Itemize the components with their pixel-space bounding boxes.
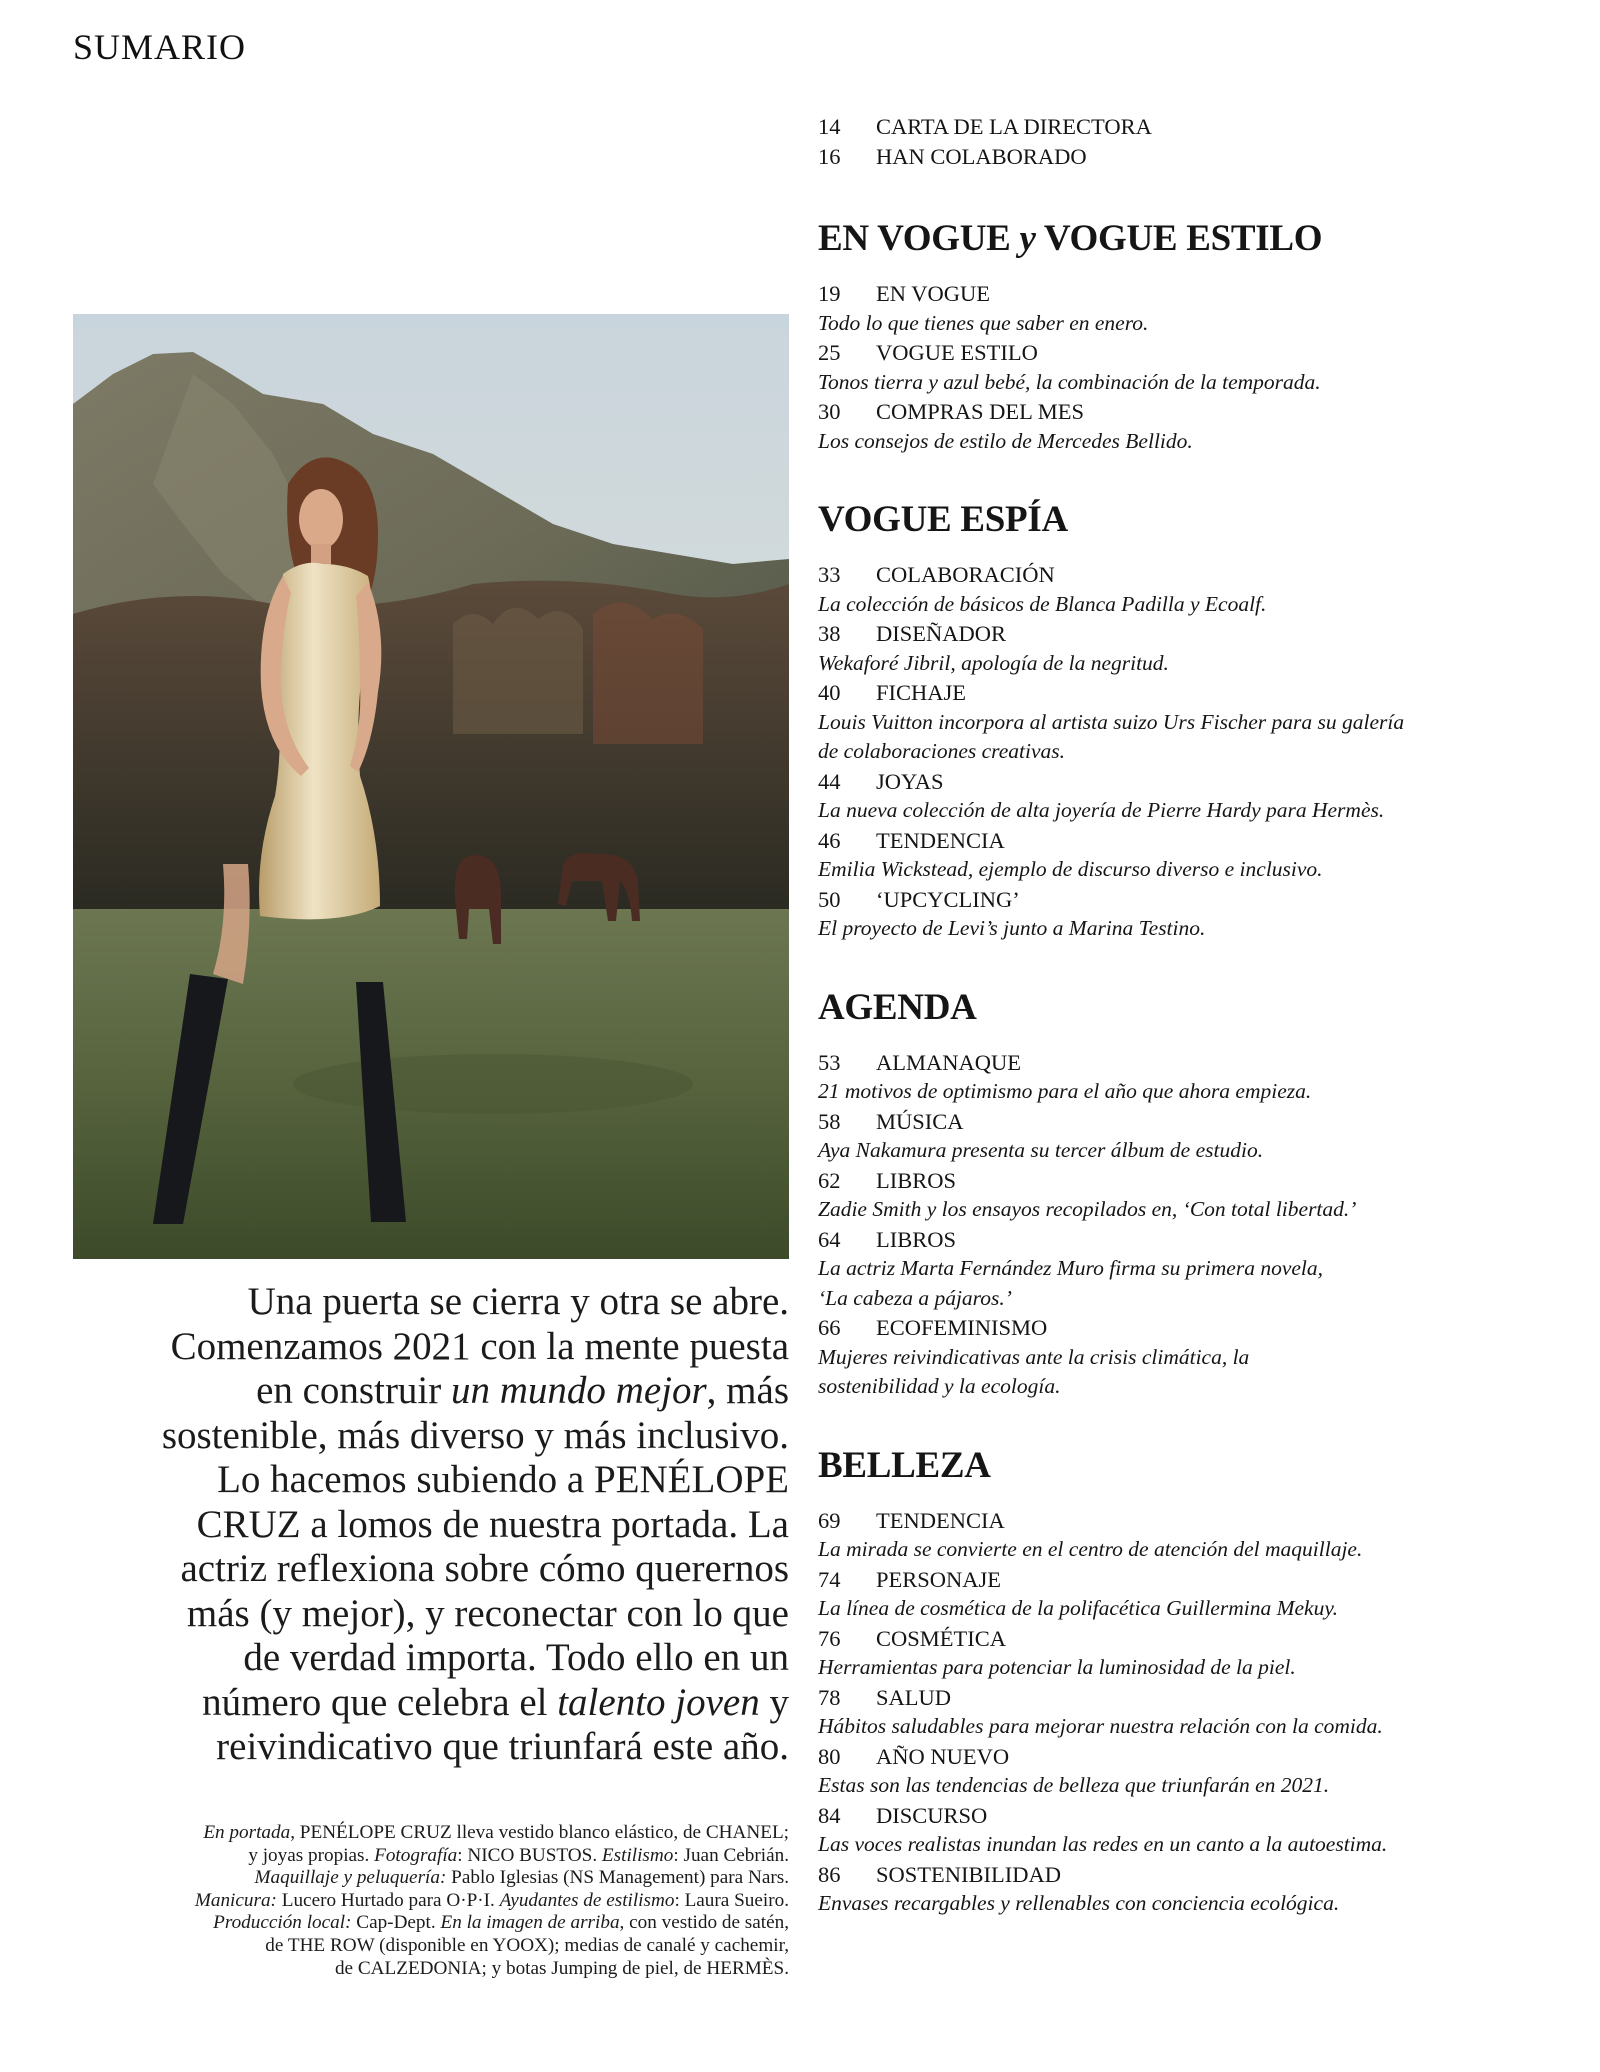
- intro-line: de verdad importa. Todo ello en un: [243, 1636, 789, 1679]
- toc-entry[interactable]: [818, 1048, 1558, 1107]
- credit-text: Pablo Iglesias (NS Management) para Nars.: [446, 1867, 789, 1889]
- credit-label: Maquillaje y peluquería:: [254, 1867, 447, 1889]
- entry-page-number: 86: [818, 1861, 841, 1887]
- credit-text: : Juan Cebrián.: [673, 1844, 789, 1866]
- credit-text: : Laura Sueiro.: [674, 1889, 789, 1911]
- entry-title: HAN COLABORADO: [876, 143, 1087, 169]
- intro-emphasis: talento joven: [557, 1680, 760, 1724]
- section-title: AGENDA: [818, 986, 977, 1028]
- entry-page-number: 46: [818, 827, 841, 853]
- toc-entry[interactable]: [818, 1683, 1558, 1742]
- toc-entry[interactable]: [818, 1166, 1558, 1225]
- entry-page-number: 58: [818, 1108, 841, 1134]
- entry-description: Mujeres reivindicativas ante la crisis climática, la: [818, 1344, 1250, 1369]
- section-title-text: VOGUE ESTILO: [1035, 218, 1323, 259]
- intro-emphasis: un mundo mejor: [451, 1369, 707, 1412]
- entry-title: FICHAJE: [876, 680, 967, 705]
- intro-text: , más: [706, 1369, 789, 1412]
- entry-title: TENDENCIA: [876, 1507, 1005, 1533]
- entry-description: Wekaforé Jibril, apología de la negritud.: [818, 650, 1169, 675]
- toc-entry[interactable]: [818, 1565, 1558, 1624]
- entry-description: La nueva colección de alta joyería de Pierre Hardy para Hermès.: [818, 798, 1385, 822]
- entry-title: TENDENCIA: [876, 827, 1005, 853]
- credit-line: de CALZEDONIA; y botas Jumping de piel, de HERMÈS.: [334, 1957, 789, 1979]
- entry-page-number: 25: [818, 340, 841, 365]
- section-title: [818, 219, 1558, 259]
- credit-label: Manicura:: [194, 1889, 277, 1911]
- cover-photo: [73, 314, 789, 1259]
- toc-intro-group: [818, 112, 1558, 171]
- entry-title: SOSTENIBILIDAD: [876, 1861, 1061, 1887]
- toc-entry[interactable]: [818, 678, 1558, 767]
- toc-entry[interactable]: [818, 279, 1558, 338]
- entry-page-number: 84: [818, 1802, 841, 1828]
- entry-page-number: 30: [818, 399, 841, 424]
- entry-title: DISCURSO: [876, 1802, 988, 1828]
- section-title: VOGUE ESPÍA: [818, 499, 1068, 540]
- toc-entry[interactable]: [818, 1860, 1558, 1919]
- credit-label: Producción local:: [213, 1912, 352, 1934]
- toc-section-belleza: [818, 1446, 1558, 1919]
- cover-credits: [73, 1822, 789, 1980]
- credit-text: Lucero Hurtado para O·P·I.: [276, 1889, 500, 1911]
- entry-title: LIBROS: [876, 1167, 957, 1193]
- credit-label: Estilismo: [601, 1844, 674, 1866]
- entry-description: Herramientas para potenciar la luminosidad de la piel.: [818, 1655, 1296, 1679]
- toc-entry[interactable]: [818, 1107, 1558, 1166]
- entry-page-number: 14: [818, 114, 841, 139]
- toc-entry[interactable]: [818, 826, 1558, 885]
- entry-title: JOYAS: [876, 768, 944, 794]
- entry-description: La mirada se convierte en el centro de atención del maquillaje.: [818, 1537, 1363, 1561]
- intro-line: [73, 1369, 789, 1414]
- entry-page-number: 19: [818, 281, 841, 306]
- intro-line: Lo hacemos subiendo a PENÉLOPE: [217, 1458, 789, 1501]
- entry-description: Estas son las tendencias de belleza que triunfarán en 2021.: [818, 1773, 1330, 1797]
- credit-text: y joyas propias.: [248, 1844, 375, 1866]
- entry-page-number: 62: [818, 1167, 841, 1193]
- entry-page-number: 33: [818, 562, 841, 587]
- toc-entry[interactable]: [818, 1313, 1558, 1402]
- entry-title: MÚSICA: [876, 1108, 964, 1134]
- entry-page-number: 64: [818, 1226, 841, 1252]
- entry-description: Envases recargables y rellenables con conciencia ecológica.: [818, 1891, 1340, 1915]
- entry-description: La actriz Marta Fernández Muro firma su primera novela,: [818, 1256, 1324, 1280]
- toc-section-agenda: [818, 988, 1558, 1402]
- intro-line: [73, 1681, 789, 1726]
- entry-description: Aya Nakamura presenta su tercer álbum de estudio.: [818, 1138, 1264, 1162]
- credit-label: Ayudantes de estilismo: [499, 1889, 675, 1911]
- credit-line: [73, 1822, 789, 1845]
- entry-description: Hábitos saludables para mejorar nuestra relación con la comida.: [818, 1714, 1383, 1738]
- entry-page-number: 74: [818, 1566, 841, 1592]
- credit-line: [73, 1912, 789, 1935]
- toc-entry[interactable]: [818, 1506, 1558, 1565]
- toc-section-en-vogue: [818, 219, 1558, 456]
- entry-title: PERSONAJE: [876, 1566, 1002, 1592]
- credit-label: Fotografía: [374, 1844, 458, 1866]
- intro-line: CRUZ a lomos de nuestra portada. La: [196, 1502, 789, 1546]
- credit-line: [73, 1845, 789, 1868]
- table-of-contents: [818, 112, 1558, 1919]
- toc-entry[interactable]: [818, 885, 1558, 944]
- toc-entry[interactable]: [818, 1742, 1558, 1801]
- entry-title: LIBROS: [876, 1226, 957, 1252]
- entry-description: La línea de cosmética de la polifacética Guillermina Mekuy.: [818, 1596, 1339, 1620]
- credit-line: de THE ROW (disponible en YOOX); medias de canalé y cachemir,: [265, 1934, 789, 1956]
- entry-page-number: 76: [818, 1625, 841, 1651]
- entry-description: Los consejos de estilo de Mercedes Bellido.: [818, 428, 1193, 453]
- entry-title: CARTA DE LA DIRECTORA: [876, 114, 1152, 139]
- entry-page-number: 66: [818, 1315, 841, 1340]
- page-label: SUMARIO: [73, 27, 247, 67]
- entry-page-number: 53: [818, 1049, 841, 1075]
- toc-entry[interactable]: [818, 397, 1558, 456]
- intro-line: reivindicativo que triunfará este año.: [216, 1725, 789, 1768]
- intro-line: Una puerta se cierra y otra se abre.: [247, 1280, 789, 1323]
- entry-description: 21 motivos de optimismo para el año que ahora empieza.: [818, 1079, 1312, 1103]
- entry-page-number: 38: [818, 621, 841, 646]
- credit-label: En portada: [203, 1822, 291, 1843]
- entry-page-number: 44: [818, 768, 841, 794]
- entry-title: ECOFEMINISMO: [876, 1315, 1048, 1340]
- toc-section-vogue-espia: [818, 500, 1558, 944]
- entry-title: COMPRAS DEL MES: [876, 399, 1084, 424]
- credit-line: [73, 1890, 789, 1913]
- intro-line: actriz reflexiona sobre cómo querernos: [180, 1547, 789, 1590]
- entry-page-number: 78: [818, 1684, 841, 1710]
- entry-page-number: 80: [818, 1743, 841, 1769]
- toc-entry[interactable]: [818, 619, 1558, 678]
- credit-label: En la imagen de arriba: [440, 1912, 620, 1934]
- entry-description: sostenibilidad y la ecología.: [818, 1374, 1061, 1398]
- entry-description: Todo lo que tienes que saber en enero.: [818, 310, 1149, 335]
- entry-title: VOGUE ESTILO: [876, 340, 1038, 365]
- cover-photo-illustration: [73, 314, 789, 1259]
- toc-entry[interactable]: [818, 338, 1558, 397]
- intro-line: sostenible, más diverso y más inclusivo.: [161, 1413, 789, 1457]
- entry-title: COLABORACIÓN: [876, 562, 1055, 587]
- entry-description: Tonos tierra y azul bebé, la combinación de la temporada.: [818, 369, 1321, 394]
- credit-text: Cap-Dept.: [351, 1912, 441, 1934]
- credit-text: , con vestido de satén,: [619, 1912, 789, 1934]
- entry-description: El proyecto de Levi’s junto a Marina Testino.: [818, 916, 1206, 940]
- credit-text: , PENÉLOPE CRUZ lleva vestido blanco elástico, de CHANEL;: [290, 1822, 789, 1843]
- entry-title: SALUD: [876, 1684, 952, 1710]
- entry-description: Zadie Smith y los ensayos recopilados en, ‘Con total libertad.’: [818, 1197, 1357, 1221]
- entry-description: de colaboraciones creativas.: [818, 739, 1065, 763]
- credit-line: [73, 1867, 789, 1890]
- entry-description: La colección de básicos de Blanca Padilla y Ecoalf.: [818, 591, 1267, 616]
- entry-title: EN VOGUE: [876, 281, 990, 306]
- intro-line: más (y mejor), y reconectar con lo que: [186, 1591, 789, 1635]
- intro-paragraph: [73, 1280, 789, 1770]
- intro-text: número que celebra el: [202, 1680, 558, 1724]
- entry-description: Las voces realistas inundan las redes en un canto a la autoestima.: [818, 1832, 1388, 1856]
- intro-text: en construir: [256, 1369, 452, 1412]
- entry-page-number: 40: [818, 680, 841, 705]
- entry-description: ‘La cabeza a pájaros.’: [818, 1285, 1012, 1310]
- toc-entry[interactable]: [818, 560, 1558, 619]
- section-title-text: EN VOGUE: [818, 218, 1020, 259]
- toc-entry[interactable]: [818, 1225, 1558, 1314]
- toc-entry[interactable]: [818, 1624, 1558, 1683]
- entry-title: AÑO NUEVO: [876, 1743, 1010, 1769]
- toc-entry[interactable]: [818, 142, 1558, 172]
- credit-text: : NICO BUSTOS.: [457, 1844, 602, 1866]
- intro-line: Comenzamos 2021 con la mente puesta: [170, 1324, 789, 1368]
- entry-page-number: 50: [818, 886, 841, 912]
- entry-page-number: 69: [818, 1507, 841, 1533]
- toc-entry[interactable]: [818, 767, 1558, 826]
- entry-title: ALMANAQUE: [876, 1049, 1021, 1075]
- entry-description: Louis Vuitton incorpora al artista suizo Urs Fischer para su galería: [818, 709, 1405, 734]
- toc-entry[interactable]: [818, 1801, 1558, 1860]
- section-title-connector: y: [1019, 218, 1036, 259]
- entry-title: COSMÉTICA: [876, 1625, 1007, 1651]
- intro-text: y: [759, 1680, 789, 1724]
- section-title: BELLEZA: [818, 1444, 991, 1486]
- toc-entry[interactable]: [818, 112, 1558, 142]
- entry-title: DISEÑADOR: [876, 621, 1007, 646]
- entry-description: Emilia Wickstead, ejemplo de discurso diverso e inclusivo.: [818, 857, 1323, 881]
- entry-page-number: 16: [818, 143, 841, 169]
- entry-title: ‘UPCYCLING’: [876, 886, 1020, 912]
